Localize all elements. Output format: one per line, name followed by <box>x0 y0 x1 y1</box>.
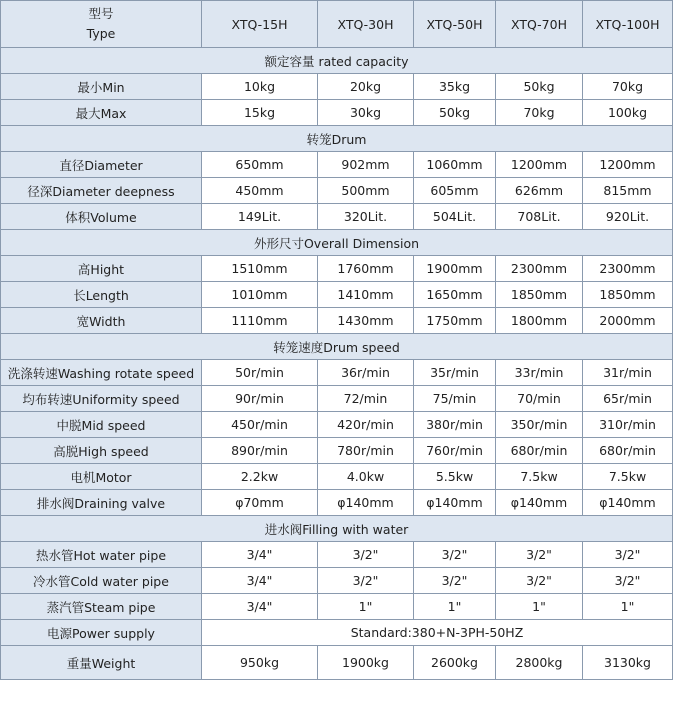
spec-value: 1900mm <box>414 256 496 282</box>
row-label: 中脱Mid speed <box>1 412 202 438</box>
spec-value: 3/2" <box>583 542 673 568</box>
spec-value: 3/4" <box>202 594 318 620</box>
table-row <box>1 594 673 620</box>
table-row <box>1 542 673 568</box>
spec-value: 760r/min <box>414 438 496 464</box>
spec-value: 72/min <box>318 386 414 412</box>
spec-value: 650mm <box>202 152 318 178</box>
spec-value: 2600kg <box>414 646 496 680</box>
row-label: 电源Power supply <box>1 620 202 646</box>
row-label: 宽Width <box>1 308 202 334</box>
spec-value: 1750mm <box>414 308 496 334</box>
spec-value: 450r/min <box>202 412 318 438</box>
spec-value: 3/2" <box>496 542 583 568</box>
table-row <box>1 100 673 126</box>
power-value: Standard:380+N-3PH-50HZ <box>202 620 673 646</box>
section-row <box>1 334 673 360</box>
spec-value: 50kg <box>414 100 496 126</box>
spec-value: 100kg <box>583 100 673 126</box>
spec-value: 4.0kw <box>318 464 414 490</box>
row-label: 最大Max <box>1 100 202 126</box>
spec-value: 2000mm <box>583 308 673 334</box>
spec-value: 70/min <box>496 386 583 412</box>
spec-value: 3/2" <box>496 568 583 594</box>
spec-value: 680r/min <box>583 438 673 464</box>
spec-value: 7.5kw <box>496 464 583 490</box>
spec-value: 30kg <box>318 100 414 126</box>
spec-value: 35kg <box>414 74 496 100</box>
spec-value: 504Lit. <box>414 204 496 230</box>
type-label-en: Type <box>86 26 116 41</box>
table-row <box>1 152 673 178</box>
spec-value: φ140mm <box>414 490 496 516</box>
spec-value: 2300mm <box>496 256 583 282</box>
spec-value: 31r/min <box>583 360 673 386</box>
spec-value: 1510mm <box>202 256 318 282</box>
spec-value: 1430mm <box>318 308 414 334</box>
spec-value: 680r/min <box>496 438 583 464</box>
spec-value: 3/4" <box>202 542 318 568</box>
spec-value: 1900kg <box>318 646 414 680</box>
spec-value: 890r/min <box>202 438 318 464</box>
type-label-cn: 型号 <box>88 6 114 21</box>
spec-value: 950kg <box>202 646 318 680</box>
spec-value: 7.5kw <box>583 464 673 490</box>
spec-value: 1410mm <box>318 282 414 308</box>
spec-value: φ70mm <box>202 490 318 516</box>
spec-value: 1200mm <box>583 152 673 178</box>
spec-value: 420r/min <box>318 412 414 438</box>
spec-value: 50kg <box>496 74 583 100</box>
row-label: 高Hight <box>1 256 202 282</box>
spec-value: 3/2" <box>414 568 496 594</box>
spec-value: 1110mm <box>202 308 318 334</box>
spec-value: 90r/min <box>202 386 318 412</box>
spec-value: 1200mm <box>496 152 583 178</box>
table-row <box>1 74 673 100</box>
spec-value: 1800mm <box>496 308 583 334</box>
spec-value: 1" <box>496 594 583 620</box>
section-title: 外形尺寸Overall Dimension <box>1 230 673 256</box>
spec-value: 36r/min <box>318 360 414 386</box>
spec-value: 1" <box>414 594 496 620</box>
spec-value: φ140mm <box>318 490 414 516</box>
spec-value: 10kg <box>202 74 318 100</box>
spec-value: 1850mm <box>496 282 583 308</box>
section-row <box>1 126 673 152</box>
row-label: 直径Diameter <box>1 152 202 178</box>
header-row <box>1 1 673 48</box>
spec-value: 3/2" <box>414 542 496 568</box>
weight-row <box>1 646 673 680</box>
model-header: XTQ-70H <box>496 1 583 48</box>
spec-value: 708Lit. <box>496 204 583 230</box>
spec-value: 70kg <box>496 100 583 126</box>
spec-value: 35r/min <box>414 360 496 386</box>
table-row <box>1 256 673 282</box>
spec-value: 1760mm <box>318 256 414 282</box>
row-label: 重量Weight <box>1 646 202 680</box>
row-label: 电机Motor <box>1 464 202 490</box>
spec-value: 902mm <box>318 152 414 178</box>
spec-value: 450mm <box>202 178 318 204</box>
section-row <box>1 48 673 74</box>
spec-value: 70kg <box>583 74 673 100</box>
row-label: 径深Diameter deepness <box>1 178 202 204</box>
spec-value: 3/2" <box>583 568 673 594</box>
spec-value: 15kg <box>202 100 318 126</box>
table-row <box>1 490 673 516</box>
spec-value: 3130kg <box>583 646 673 680</box>
row-label: 体积Volume <box>1 204 202 230</box>
spec-value: 626mm <box>496 178 583 204</box>
table-row <box>1 204 673 230</box>
row-label: 洗涤转速Washing rotate speed <box>1 360 202 386</box>
spec-value: 50r/min <box>202 360 318 386</box>
spec-value: 310r/min <box>583 412 673 438</box>
table-row <box>1 412 673 438</box>
spec-value: 75/min <box>414 386 496 412</box>
model-header: XTQ-30H <box>318 1 414 48</box>
spec-value: 5.5kw <box>414 464 496 490</box>
section-title: 额定容量 rated capacity <box>1 48 673 74</box>
section-row <box>1 516 673 542</box>
row-label: 长Length <box>1 282 202 308</box>
spec-value: 1" <box>583 594 673 620</box>
spec-value: 65r/min <box>583 386 673 412</box>
table-row <box>1 568 673 594</box>
power-row <box>1 620 673 646</box>
spec-value: 350r/min <box>496 412 583 438</box>
row-label: 高脱High speed <box>1 438 202 464</box>
model-header: XTQ-100H <box>583 1 673 48</box>
spec-value: 1650mm <box>414 282 496 308</box>
spec-value: 2800kg <box>496 646 583 680</box>
row-label: 均布转速Uniformity speed <box>1 386 202 412</box>
spec-value: 1010mm <box>202 282 318 308</box>
spec-value: 149Lit. <box>202 204 318 230</box>
row-label: 最小Min <box>1 74 202 100</box>
spec-value: 2300mm <box>583 256 673 282</box>
table-row <box>1 178 673 204</box>
spec-value: 780r/min <box>318 438 414 464</box>
spec-value: 33r/min <box>496 360 583 386</box>
spec-value: φ140mm <box>496 490 583 516</box>
section-title: 进水阀Filling with water <box>1 516 673 542</box>
spec-value: 1060mm <box>414 152 496 178</box>
model-header: XTQ-50H <box>414 1 496 48</box>
spec-value: 20kg <box>318 74 414 100</box>
spec-value: 1" <box>318 594 414 620</box>
table-row <box>1 386 673 412</box>
row-label: 热水管Hot water pipe <box>1 542 202 568</box>
section-title: 转笼Drum <box>1 126 673 152</box>
spec-value: 500mm <box>318 178 414 204</box>
table-row <box>1 464 673 490</box>
section-title: 转笼速度Drum speed <box>1 334 673 360</box>
model-header: XTQ-15H <box>202 1 318 48</box>
spec-value: 2.2kw <box>202 464 318 490</box>
row-label: 冷水管Cold water pipe <box>1 568 202 594</box>
spec-value: 1850mm <box>583 282 673 308</box>
spec-value: 3/2" <box>318 568 414 594</box>
spec-value: 605mm <box>414 178 496 204</box>
table-row <box>1 360 673 386</box>
spec-value: 3/2" <box>318 542 414 568</box>
spec-value: 815mm <box>583 178 673 204</box>
section-row <box>1 230 673 256</box>
spec-value: 920Lit. <box>583 204 673 230</box>
spec-value: φ140mm <box>583 490 673 516</box>
row-label: 排水阀Draining valve <box>1 490 202 516</box>
spec-value: 320Lit. <box>318 204 414 230</box>
spec-value: 380r/min <box>414 412 496 438</box>
spec-value: 3/4" <box>202 568 318 594</box>
table-row <box>1 438 673 464</box>
table-row <box>1 282 673 308</box>
table-row <box>1 308 673 334</box>
type-header-cell <box>1 1 202 48</box>
row-label: 蒸汽管Steam pipe <box>1 594 202 620</box>
